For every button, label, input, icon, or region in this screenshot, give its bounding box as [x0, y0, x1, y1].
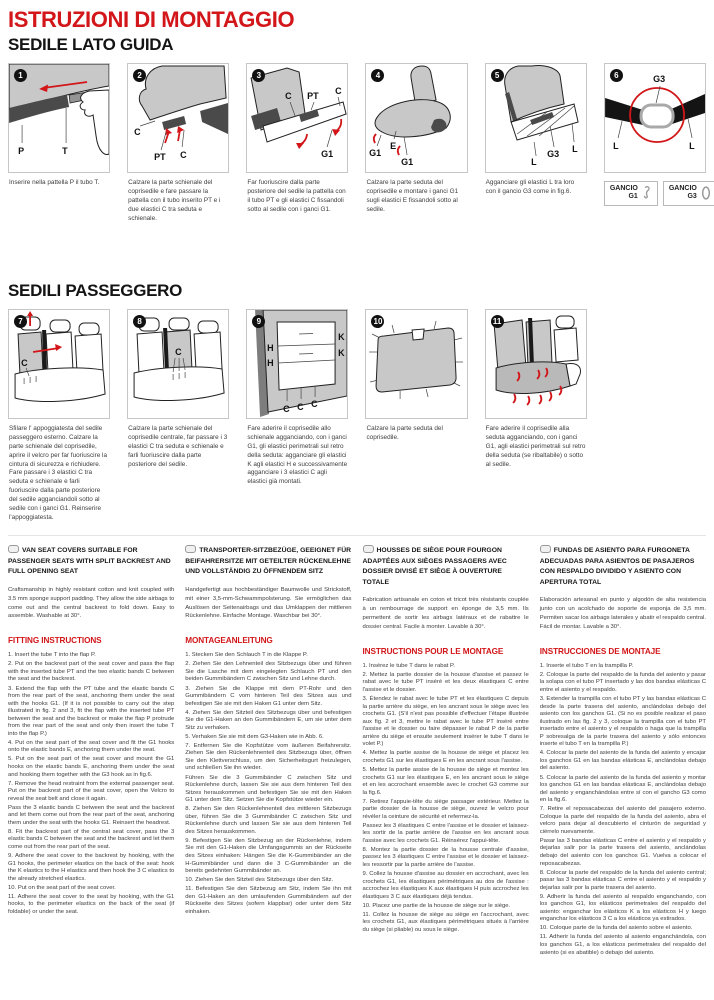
figure-4-number-badge: 4	[371, 69, 384, 82]
figure-7-caption: Sfilare l' appoggiatesta del sedile passeggero esterno. Calzare la parte schienale del coprisedile, aprire il velcro per far fuoriuscire la cintura di sicurezza e richiudere. Fare passare i 3 elastici C tra seduta e schienale e farli fuoriuscire dalla parte posteriore del sedile agganciandoli sotto al sedile con i ganci G1. Reinserire l'appoggiatesta.	[9, 424, 108, 522]
lang-col-english	[8, 545, 174, 958]
hook-g1-legend	[604, 181, 658, 206]
instruction-step: 3. Étendez le rabat avec le tube PT et les élastiques C depuis la partie arrière du siège, en les ancrant sous le siège avec les crochets G1. (S'il n'est pas possible d'effectuer l'étape illustrée aux fig. 2 et 3, mettre le rabat avec le tube PT inséré entre l'assise et le dossier ou faire dépasser le rabat P de la partie arrière du siège et ensuite seulement insérer le tube T dans le volet P.)	[362, 696, 529, 748]
french-subheading: INSTRUCTIONS POUR LE MONTAGE	[362, 646, 504, 656]
figure-4-label-g1a: G1	[369, 147, 382, 158]
instruction-step: 1. Insérez le tube T dans le rabat P.	[362, 662, 455, 669]
figure-9-label-k2: K	[338, 347, 345, 358]
instruction-step: 11. Adhere the seat cover to the seat by hooking, with the G1 hooks, to the perimeter elastics on the back of the seat (if foldable) or under the seat.	[8, 893, 175, 915]
instruction-step: 8. Colocar la parte del respaldo de la funda del asiento central; pasar las 3 bandas elásticas C entre el asiento y el respaldo y dejarlas salir por la parte trasera del asiento.	[539, 869, 706, 891]
figure-9-label-c2: C	[297, 401, 304, 412]
figure-4-caption: Calzare la parte seduta del coprisedile e montare i ganci G1 sugli elastici E fissandoli sotto al sedile.	[366, 178, 459, 213]
english-intro: Craftsmanship in highly resistant cotton and knit coupled with 3.5 mm sponge support padding. They allow the side airbags to come out and the central backrest to fold down. Easy to assemble. Washable at 30°.	[8, 586, 175, 620]
hook-g3-legend	[663, 181, 714, 206]
figure-1-caption: Inserire nella pattella P il tubo T.	[9, 178, 100, 186]
spanish-header: FUNDAS DE ASIENTO PARA FURGONETA ADECUADAS PARA ASIENTOS DE PASAJEROS CON RESPALDO DIVIDIDO Y ASIENTO CON APERTURA TOTAL	[539, 547, 695, 586]
figure-1-label-t: T	[62, 145, 68, 156]
section-driver-seat-title: SEDILE LATO GUIDA	[8, 35, 174, 55]
instruction-step: 8. Montez la partie dossier de la housse centrale d'assise, passez les 3 élastiques C entre l'assise et le dossier et laissez-les ressortir par la partie arrière de l'assise.	[362, 846, 529, 869]
figure-2-number-badge: 2	[133, 69, 146, 82]
figure-1-label-p: P	[18, 145, 25, 156]
instruction-step: 4. Ziehen Sie den Sitzteil des Sitzbezugs über und befestigen Sie die G1-Haken an den Gummibändern E, um sie unter dem Sitz zu verhaken.	[185, 709, 352, 731]
figure-10	[365, 309, 467, 524]
instruction-step: Pass the 3 elastic bands C between the seat and the backrest and let them come out from the rear part of the seat, anchoring them under the seat with the hooks G1. Reinsert the headrest.	[8, 804, 175, 826]
figure-10-number-badge: 10	[371, 315, 384, 328]
figure-7-label-c: C	[21, 357, 28, 368]
english-steps	[8, 652, 174, 916]
figure-9-label-h2: H	[267, 357, 274, 368]
instruction-step: 10. Placez une partie de la housse de siège sur le siège.	[362, 902, 511, 909]
figure-9-label-c1: C	[283, 403, 290, 414]
figure-6	[604, 63, 706, 224]
german-subheading: MONTAGEANLEITUNG	[185, 636, 273, 646]
figure-1-box	[8, 63, 110, 173]
figure-5-caption: Agganciare gli elastici L tra loro con il gancio G3 come in fig.6.	[485, 178, 575, 195]
instruction-step: 4. Mettez la partie assise de la housse de siège et placez les crochets G1 sur les élastiques E en les ancrant sous l'assise.	[362, 750, 529, 764]
figure-2-box	[127, 63, 229, 173]
figure-7-box	[8, 309, 110, 419]
figure-3	[246, 63, 348, 224]
figure-5	[485, 63, 587, 224]
instruction-step: 9. Adherir la funda del asiento al respaldo enganchando, con los ganchos G1, los elásticos perimetrales del respaldo del asiento: enganchar los elásticos K a los elásticos H y luego enganchar los elásticos 3 C a los elásticos ya estirados.	[539, 893, 706, 923]
instruction-step: 5. Mettez la partie assise de la housse de siège et montez les crochets G1 sur les élastiques E, en les ancrant sous le siège et en les accrochant ensemble avec le crochet G3 comme sur la fig.6.	[362, 766, 529, 796]
figure-7	[8, 309, 110, 524]
instruction-step: 4. Put on the seat part of the seat cover and fit the G1 hooks onto the elastic bands E, anchoring them under the seat.	[8, 739, 175, 754]
g3-ring-icon	[701, 185, 711, 201]
hook-g3-label: GANCIO G3	[668, 184, 697, 201]
empty-grid-cell	[604, 309, 706, 524]
figure-2-label-pt: PT	[154, 151, 166, 162]
spanish-steps	[540, 663, 706, 957]
lang-col-spanish	[540, 545, 706, 958]
flag-spanish-icon	[540, 545, 551, 553]
figure-6-label-g3: G3	[652, 73, 665, 84]
instruction-step: 10. Put on the seat part of the seat cover.	[8, 884, 116, 891]
instruction-step: 11. Adherir la funda del asiento al asiento enganchándola, con los ganchos G1, a los elásticos perimetrales del respaldo del asiento (si es abatible) o debajo del asiento.	[539, 934, 706, 956]
figure-4	[365, 63, 467, 224]
figure-2-label-c2: C	[180, 149, 187, 160]
flag-english-icon	[8, 545, 19, 553]
lang-col-german	[185, 545, 351, 958]
french-intro: Fabrication artisanale en coton et tricot très résistants couplée à un rembourrage de support en éponge de 3,5 mm. Ils permettent de sortir les airbags latéraux et de rabattre le dossier central. Facile à monter. Lavable à 30°.	[362, 597, 529, 630]
figure-9-label-h1: H	[267, 342, 274, 353]
instruction-step: 7. Retire el reposacabezas del asiento del pasajero externo. Coloque la parte del respaldo de la funda del asiento, abra el velcro para dejar al descubierto el cinturón de seguridad y ciérrelo nuevamente.	[539, 806, 706, 835]
driver-seat-figures	[8, 63, 706, 224]
figure-5-box	[485, 63, 587, 173]
figure-6-label-l2: L	[688, 140, 695, 151]
german-header: TRANSPORTER-SITZBEZÜGE, GEEIGNET FÜR BEIFAHRERSITZE MIT GETEILTER RÜCKENLEHNE UND VOLLSTÄNDIG ZU ÖFFNENDEM SITZ	[185, 547, 352, 576]
english-header: VAN SEAT COVERS SUITABLE FOR PASSENGER SEATS WITH SPLIT BACKREST AND FULL OPENING SEAT	[8, 547, 171, 576]
hook-g1-label: GANCIO G1	[609, 184, 638, 201]
instruction-step: 7. Entfernen Sie die Kopfstütze vom äußeren Beifahrersitz. Ziehen Sie den Rückenlehnenteil des Sitzbezugs über, öffnen Sie den Klettverschluss, um den Sicherheitsgurt freizulegen, und schließen Sie ihn wieder.	[185, 742, 352, 772]
figure-9-caption: Fare aderire il coprisedile allo schienale agganciando, con i ganci G1, gli elastici perimetrali sul retro della seduta: agganciare gli elastici K agli elastici H e successivamente agganciare i 3 elastici C agli elastici già montati.	[247, 424, 348, 486]
page-title: ISTRUZIONI DI MONTAGGIO	[8, 7, 295, 32]
figure-11	[485, 309, 587, 524]
french-header: HOUSSES DE SIÈGE POUR FOURGON ADAPTÉES AUX SIÈGES PASSAGERS AVEC DOSSIER DIVISÉ ET SIÈGE À OUVERTURE TOTALE	[362, 547, 507, 586]
instruction-step: 1. Insert the tube T into the flap P.	[8, 652, 96, 659]
instruction-step: 3. Extend the flap with the PT tube and the elastic bands C from the rear part of the seat, anchoring them under the seat with the hooks G1. (If it is not possible to carry out the step illustrated in fig. 2 and 3, fit the flap with the inserted tube PT between the seat and the backrest or make the flap P protrude from the rear part of the seat and only then insert the tube T into the flap P.)	[8, 685, 175, 737]
figure-8-caption: Calzare la parte schienale del coprisedile centrale, far passare i 3 elastici C tra seduta e schienale e farli fuoriuscire dalla parte posteriore del sedile.	[128, 424, 228, 468]
instruction-step: 7. Retirez l'appuie-tête du siège passager extérieur. Mettez la partie dossier de la housse de siège, ouvrez le velcro pour révéler la ceinture de sécurité et refermez-la.	[362, 798, 529, 820]
figure-1	[8, 63, 110, 224]
figure-9-number-badge: 9	[252, 315, 265, 328]
instruction-step: 2. Put on the backrest part of the seat cover and pass the flap with the inserted tube PT and the two elastic bands C between the seat and the backrest.	[8, 661, 175, 683]
figure-9-label-c3: C	[311, 398, 318, 409]
figure-3-label-c1: C	[285, 90, 292, 101]
figure-11-caption: Fare aderire il coprisedile alla seduta agganciando, con i ganci G1, agli elastici perimetrali sul retro della seduta (se ribaltabile) o sotto al sedile.	[485, 424, 586, 468]
instruction-step: 8. Ziehen Sie den Rückenlehnenteil des mittleren Sitzbezugs über, führen Sie die 3 Gummibänder C zwischen Sitz und Rückenlehne durch und lassen Sie sie aus dem hinteren Teil des Sitzes herauskommen.	[185, 806, 352, 835]
figure-3-number-badge: 3	[252, 69, 265, 82]
french-steps	[363, 663, 529, 935]
german-steps	[185, 652, 351, 916]
instruction-step: 4. Colocar la parte del asiento de la funda del asiento y encajar los ganchos G1 en las bandas elásticas E, anclándolas debajo del asiento.	[539, 750, 706, 772]
instruction-step: 9. Adhere the seat cover to the backrest by hooking, with the G1 hooks, the perimeter elastics on the back of the seat: hook the K elastics to the H elastics and then hook the 3 C elastics to the already stretched elastics.	[8, 852, 175, 882]
flag-french-icon	[363, 545, 374, 553]
lang-col-french	[363, 545, 529, 958]
instruction-step: 2. Mettez la partie dossier de la housse d'assise et passez le rabat avec le tube PT inséré et les deux élastiques C entre l'assise et le dossier.	[362, 671, 529, 693]
instruction-step: 2. Ziehen Sie den Lehnenteil des Sitzbezugs über und führen Sie die Lasche mit dem eingelegten Schlauch PT und den beiden Gummibändern C zwischen Sitz und Lehne durch.	[185, 661, 352, 683]
instruction-step: Passez les 3 élastiques C entre l'assise et le dossier et laissez-les sortir de la partie arrière de l'assise en les ancrant sous l'assise avec les crochets G1. Réinsérez l'appui-tête.	[362, 822, 529, 844]
figure-7-number-badge: 7	[14, 315, 27, 328]
figure-10-box	[365, 309, 467, 419]
instruction-step: 5. Verhaken Sie sie mit dem G3-Haken wie in Abb. 6.	[185, 733, 324, 740]
instruction-step: 3. Extender la trampilla con el tubo PT y las bandas elásticas C desde la parte trasera del asiento, anclándolas debajo del asiento con los ganchos G1. (Si no es posible realizar el paso ilustrado en las fig. 2 y 3, coloque la trampilla con el tubo PT insertado entre el asiento y el respaldo o haga que la trampilla P sobresalga de la parte trasera del asiento y sólo entonces inserte el tubo T en la trampilla P.)	[539, 696, 706, 748]
figure-6-box	[604, 63, 706, 173]
figure-3-box	[246, 63, 348, 173]
figure-3-caption: Far fuoriuscire dalla parte posteriore del sedile la pattella con il tubo PT e gli elastici C fissandoli sotto al sedile con i ganci G1.	[247, 178, 346, 213]
figure-8-box	[127, 309, 229, 419]
figure-6-label-l1: L	[612, 140, 619, 151]
figure-2	[127, 63, 229, 224]
figure-5-number-badge: 5	[491, 69, 504, 82]
figure-8-label-c: C	[175, 346, 182, 357]
multilingual-instructions	[8, 535, 706, 958]
instruction-step: 10. Coloque parte de la funda del asiento sobre el asiento.	[539, 925, 693, 932]
section-passenger-seats-title: SEDILI PASSEGGERO	[8, 280, 183, 300]
german-intro: Handgefertigt aus hochbeständiger Baumwolle und Strickstoff, mit einer 3,5-mm-Schwammpolsterung. Sie ermöglichen das Auslösen der Seitenairbags und das Umklappen der mittleren Rückenlehne. Einfache Montage. Waschbar bei 30°.	[185, 586, 352, 620]
hook-legend	[604, 181, 706, 206]
figure-6-number-badge: 6	[610, 69, 623, 82]
spanish-intro: Elaboración artesanal en punto y algodón de alta resistencia junto con un acolchado de soporte de esponja de 3,5 mm. Permiten sacar los airbags laterales y abatir el respaldo central. Fácil de montar. Lavable a 30°.	[539, 597, 706, 630]
figure-10-caption: Calzare la parte seduta del coprisedile.	[366, 424, 443, 441]
g1-hook-icon	[642, 185, 652, 201]
instruction-step: 5. Colocar la parte del asiento de la funda del asiento y montar los ganchos G1 en las bandas elásticas E, anclándolas debajo del asiento y enganchándolas entre sí con el gancho G3 como en la fig.6.	[539, 774, 706, 804]
instruction-step: 1. Inserte el tubo T en la trampilla P.	[539, 662, 634, 669]
instruction-step: 9. Befestigen Sie den Sitzbezug an der Rückenlehne, indem Sie mit den G1-Haken die Umfangsgummis an der Rückseite des Sitzes einhaken: Hängen Sie die K-Gummibänder an die H-Gummibänder und dann die 3 C-Gummibänder an die bereits gedehnten Gummibänder an.	[185, 837, 352, 875]
figure-5-label-l1: L	[530, 156, 537, 167]
instruction-step: 11. Collez la housse de siège au siège en l'accrochant, avec les crochets G1, aux élastiques périmétriques situés à l'arrière du siège (si pliable) ou sous le siège.	[362, 911, 529, 933]
figure-2-label-c1: C	[134, 126, 141, 137]
spanish-subheading: INSTRUCCIONES DE MONTAJE	[539, 646, 661, 656]
figure-8	[127, 309, 229, 524]
instruction-step: Pasar las 3 bandas elásticas C entre el asiento y el respaldo y dejarlas salir por la parte trasera del asiento, anclándolas debajo del asiento con los ganchos G1. Vuelva a colocar el reposacabezas.	[539, 837, 706, 867]
figure-4-label-e: E	[390, 140, 397, 151]
instruction-step: 2. Coloque la parte del respaldo de la funda del asiento y pasar la solapa con el tubo PT insertado y las dos bandas elásticas C entre el asiento y el respaldo.	[539, 671, 706, 693]
figure-1-number-badge: 1	[14, 69, 27, 82]
figure-9-box	[246, 309, 348, 419]
instruction-step: 11. Befestigen Sie den Sitzbezug am Sitz, indem Sie ihn mit den G1-Haken an den umlaufenden Gummibändern auf der Rückseite des Sitzes (sofern klappbar) oder unter dem Sitz einhaken.	[185, 886, 352, 915]
instruction-step: 3. Ziehen Sie die Klappe mit dem PT-Rohr und den Gummibändern C vom hinteren Teil des Sitzes aus und befestigen Sie sie mit den Haken G1 unter dem Sitz.	[185, 685, 352, 707]
figure-5-label-g3: G3	[546, 148, 559, 159]
figure-11-box	[485, 309, 587, 419]
figure-9	[246, 309, 348, 524]
figure-9-label-k1: K	[338, 331, 345, 342]
instruction-step: 8. Fit the backrest part of the central seat cover, pass the 3 elastic bands C between the seat and the backrest and let them come out from the rear part of the seat.	[8, 828, 175, 850]
figure-11-number-badge: 11	[491, 315, 504, 328]
figure-3-label-pt: PT	[307, 90, 319, 101]
instruction-step: 5. Put on the seat part of the seat cover and mount the G1 hooks on the elastic bands E, anchoring them under the seat and hooking them together with the G3 hook as in fig.6.	[8, 756, 175, 778]
figure-8-number-badge: 8	[133, 315, 146, 328]
passenger-seat-figures	[8, 309, 706, 524]
figure-3-label-g1: G1	[321, 148, 334, 159]
english-subheading: FITTING INSTRUCTIONS	[8, 636, 102, 646]
instruction-step: 9. Collez la housse d'assise au dossier en accrochant, avec les crochets G1, les élastiques périmétriques au dos de l'assise : accrochez les élastiques K aux élastiques H puis accrochez les élastiques 3 C aux élastiques déjà tendus.	[362, 871, 529, 900]
instruction-step: 10. Ziehen Sie den Sitzteil des Sitzbezugs über den Sitz.	[185, 877, 334, 884]
figure-5-label-l2: L	[571, 143, 578, 154]
instruction-step: Führen Sie die 3 Gummibänder C zwischen Sitz und Rückenlehne durch, lassen Sie sie aus dem hinteren Teil des Sitzes herauskommen und befestigen Sie sie mit den Haken G1 unter dem Sitz. Setzen Sie die Kopfstütze wieder ein.	[185, 774, 352, 804]
figure-4-label-g1b: G1	[401, 156, 414, 167]
instruction-step: 7. Remove the head restraint from the external passenger seat. Put on the backrest part of the seat cover, open the Velcro to reveal the seat belt and close it again.	[8, 780, 175, 802]
figure-3-label-c2: C	[335, 85, 342, 96]
figure-2-caption: Calzare la parte schienale del coprisedile e fare passare la pattella con il tubo inserito PT e i due elastici C tra seduta e schienale.	[128, 178, 221, 222]
instruction-step: 1. Stecken Sie den Schlauch T in die Klappe P.	[185, 652, 308, 659]
figure-4-box	[365, 63, 467, 173]
flag-german-icon	[185, 545, 196, 553]
